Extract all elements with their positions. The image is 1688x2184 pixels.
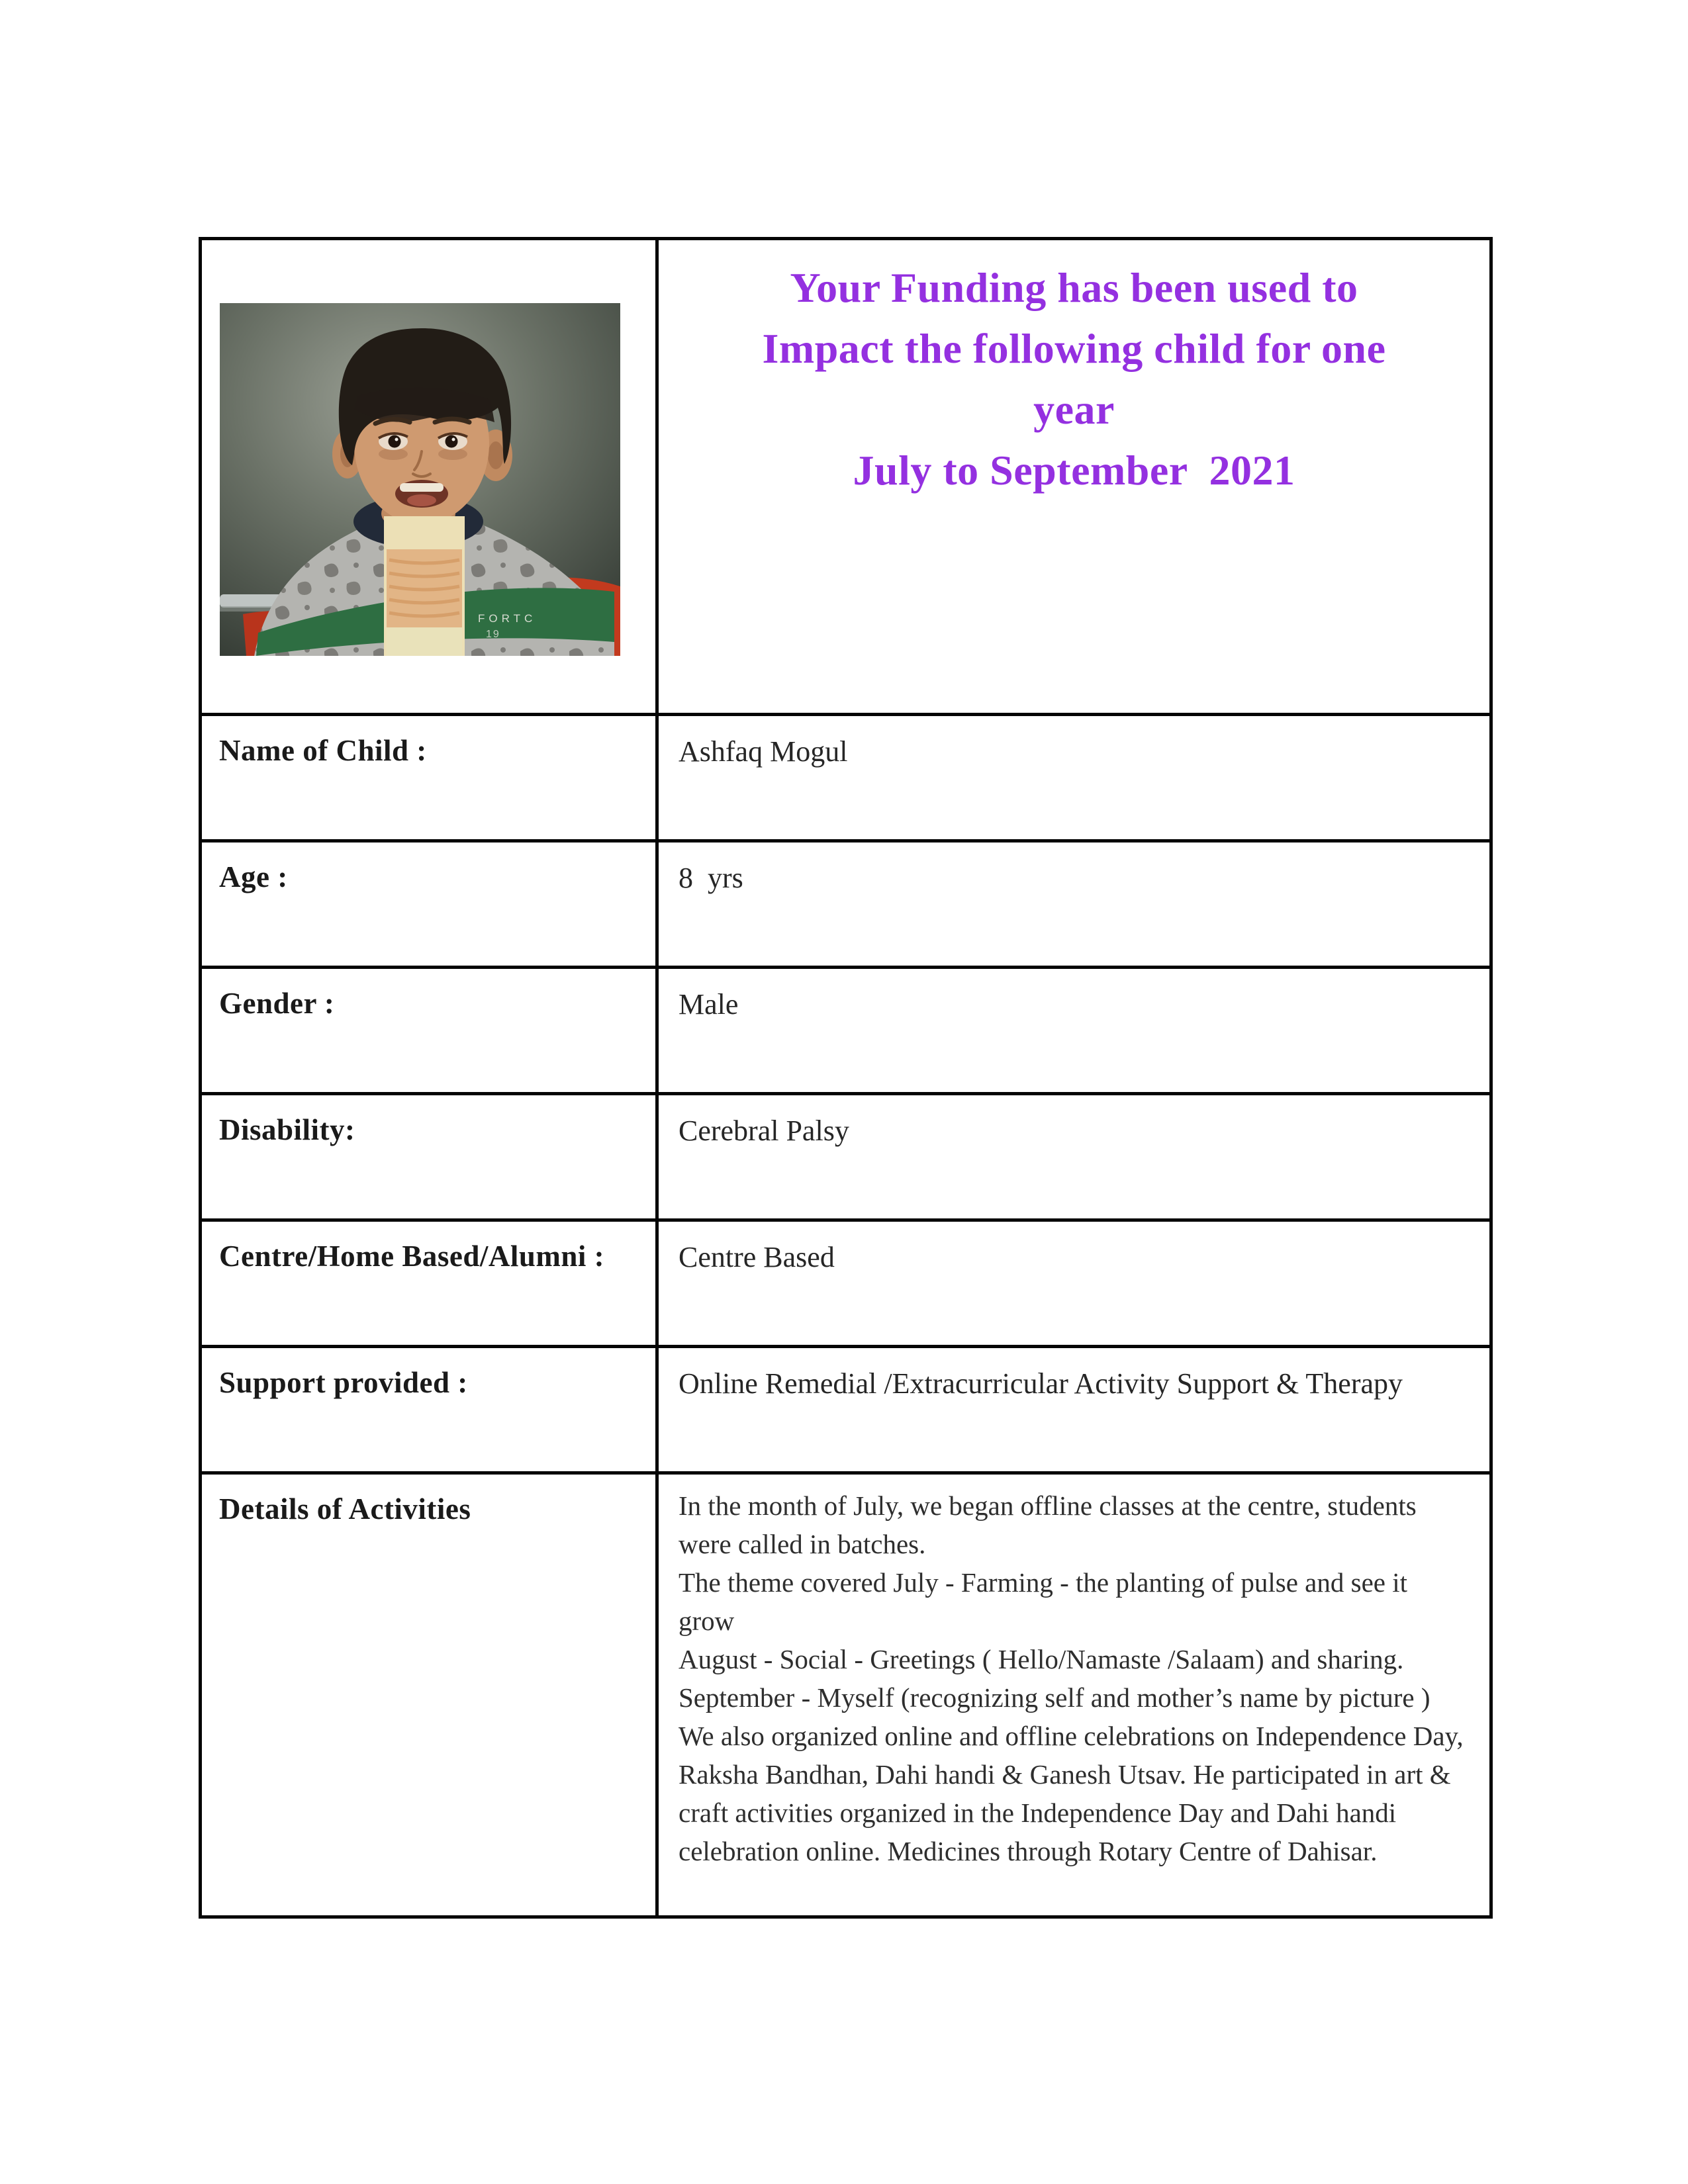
row-label: Gender : — [219, 987, 335, 1020]
details-paragraph: September - Myself (recognizing self and mother’s name by picture ) — [679, 1682, 1430, 1713]
label-disability — [201, 1094, 657, 1220]
row-label: Centre/Home Based/Alumni : — [219, 1240, 605, 1273]
label-support-provided — [201, 1347, 657, 1473]
row-value: Online Remedial /Extracurricular Activity Support & Therapy — [679, 1367, 1403, 1400]
svg-text:FORTC: FORTC — [478, 612, 537, 625]
label-centre-home-based — [201, 1220, 657, 1347]
table-row-centre-home-based — [201, 1220, 1491, 1347]
row-value: Centre Based — [679, 1241, 835, 1273]
details-paragraph: We also organized online and offline celebrations on Independence Day, Raksha Bandhan, Dahi handi & Ganesh Utsav. He participated in art & craft activities organized in the Independence Day and Dahi handi celebration online. Medicines through Rotary Centre of Dahisar. — [679, 1721, 1470, 1866]
report-title — [672, 257, 1476, 501]
photo-cell — [201, 239, 657, 715]
row-label: Support provided : — [219, 1366, 468, 1399]
value-disability — [657, 1094, 1491, 1220]
label-gender — [201, 968, 657, 1094]
label-name-of-child — [201, 715, 657, 841]
bandage-strip — [384, 516, 465, 656]
value-details-of-activities — [657, 1473, 1491, 1917]
label-age — [201, 841, 657, 968]
table-row-age — [201, 841, 1491, 968]
row-value: Ashfaq Mogul — [679, 735, 848, 768]
value-age — [657, 841, 1491, 968]
value-support-provided — [657, 1347, 1491, 1473]
details-paragraph: In the month of July, we began offline classes at the centre, students were called in batches. — [679, 1490, 1423, 1559]
header-row — [201, 239, 1491, 715]
child-report-table — [199, 237, 1493, 1919]
row-value: 8 yrs — [679, 862, 743, 894]
table-row-disability — [201, 1094, 1491, 1220]
value-gender — [657, 968, 1491, 1094]
row-label: Age : — [219, 860, 288, 893]
title-line: year — [1033, 386, 1115, 433]
row-value: Male — [679, 988, 739, 1021]
title-cell — [657, 239, 1491, 715]
row-label: Disability: — [219, 1113, 355, 1146]
table-row-name — [201, 715, 1491, 841]
details-paragraph: August - Social - Greetings ( Hello/Namaste /Salaam) and sharing. — [679, 1644, 1404, 1674]
details-paragraph: The theme covered July - Farming - the planting of pulse and see it grow — [679, 1567, 1415, 1636]
row-label: Details of Activities — [219, 1492, 471, 1525]
label-details-of-activities — [201, 1473, 657, 1917]
table-row-details — [201, 1473, 1491, 1917]
value-centre-home-based — [657, 1220, 1491, 1347]
title-line: Impact the following child for one — [762, 325, 1386, 372]
table-row-gender — [201, 968, 1491, 1094]
child-photo — [220, 303, 620, 656]
title-line: Your Funding has been used to — [790, 264, 1358, 311]
row-value: Cerebral Palsy — [679, 1115, 849, 1147]
table-row-support-provided — [201, 1347, 1491, 1473]
svg-text:19: 19 — [486, 629, 500, 640]
row-label: Name of Child : — [219, 734, 427, 767]
value-name-of-child — [657, 715, 1491, 841]
title-line: July to September 2021 — [853, 447, 1295, 494]
